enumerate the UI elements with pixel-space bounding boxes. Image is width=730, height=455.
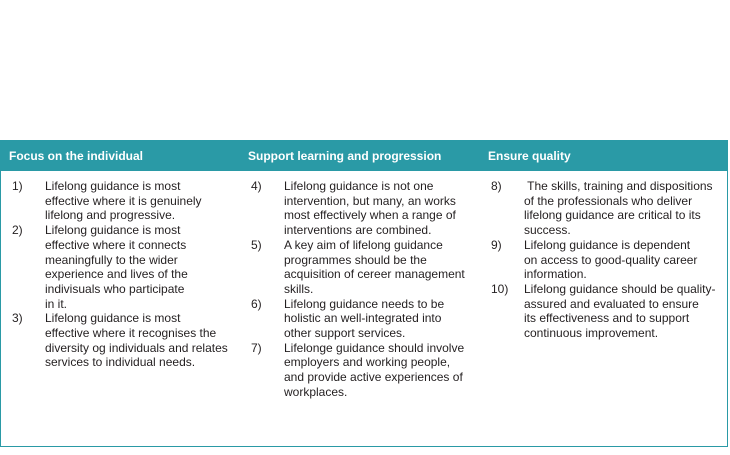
item-number: 7) xyxy=(251,340,262,355)
list-item xyxy=(491,238,715,282)
item-text-line: its effectiveness and to support xyxy=(524,311,690,326)
item-text-line: success. xyxy=(524,223,571,238)
item-text-line: Lifelonge guidance should involve xyxy=(284,340,465,355)
item-text-line: employers and working people, xyxy=(284,355,451,370)
list-item xyxy=(491,282,715,341)
item-text-line: other support services. xyxy=(284,326,406,341)
item-text-line: effective where it is genuinely xyxy=(45,193,202,208)
item-text-line: Lifelong guidance is not one xyxy=(284,179,434,193)
item-text-line: continuous improvement. xyxy=(524,326,659,341)
item-number: 10) xyxy=(491,281,509,296)
item-number: 5) xyxy=(251,237,262,252)
item-number: 1) xyxy=(12,179,23,193)
item-text-line: skills. xyxy=(284,281,314,296)
principles-table xyxy=(0,140,728,447)
item-text-line: assured and evaluated to ensure xyxy=(524,296,699,311)
column-individual xyxy=(12,179,228,370)
item-text-line: Lifelong guidance is most xyxy=(45,179,181,193)
item-text-line: most effectively when a range of xyxy=(284,208,456,223)
item-text-line: holistic an well-integrated into xyxy=(284,311,442,326)
list-item xyxy=(251,179,465,238)
column-learning xyxy=(251,179,465,400)
column-heading-quality: Ensure quality xyxy=(488,149,571,163)
item-number: 6) xyxy=(251,296,262,311)
item-text-line: Lifelong guidance needs to be xyxy=(284,296,445,311)
item-text-line: diversity og individuals and relates xyxy=(45,340,228,355)
item-text-line: Lifelong guidance is most xyxy=(45,311,181,326)
item-text-line: acquisition of cereer management xyxy=(284,267,465,282)
item-text-line: intervention, but many, an works xyxy=(284,193,456,208)
list-item xyxy=(251,341,465,400)
item-text-line: Lifelong guidance is dependent xyxy=(524,237,691,252)
item-text-line: in it. xyxy=(45,296,68,311)
column-heading-individual: Focus on the individual xyxy=(9,149,144,163)
item-number: 9) xyxy=(491,237,502,252)
item-text-line: indivisuals who participate xyxy=(45,281,185,296)
item-text-line: effective where it connects xyxy=(45,237,187,252)
item-number: 8) xyxy=(491,179,502,193)
list-item xyxy=(251,238,465,297)
item-text-line: lifelong and progressive. xyxy=(45,208,176,223)
list-item xyxy=(251,297,465,341)
item-text-line: lifelong guidance are critical to its xyxy=(524,208,701,223)
column-heading-learning: Support learning and progression xyxy=(248,149,442,163)
item-text-line: of the professionals who deliver xyxy=(524,193,693,208)
item-text-line: on access to good-quality career xyxy=(524,252,698,267)
list-item xyxy=(12,223,228,311)
list-item xyxy=(12,311,228,370)
item-text-line: Lifelong guidance should be quality- xyxy=(524,281,716,296)
item-text-line: The skills, training and dispositions xyxy=(524,179,713,193)
item-text-line: Lifelong guidance is most xyxy=(45,223,181,238)
item-number: 3) xyxy=(12,311,23,326)
item-number: 2) xyxy=(12,223,23,238)
table-header xyxy=(1,141,727,171)
item-text-line: effective where it recognises the xyxy=(45,326,217,341)
item-text-line: workplaces. xyxy=(284,384,348,399)
list-item xyxy=(12,179,228,223)
column-quality xyxy=(491,179,715,341)
item-text-line: A key aim of lifelong guidance xyxy=(284,237,443,252)
item-text-line: and provide active experiences of xyxy=(284,370,463,385)
item-text-line: programmes should be the xyxy=(284,252,427,267)
item-text-line: meaningfully to the wider xyxy=(45,252,178,267)
item-text-line: interventions are combined. xyxy=(284,223,432,238)
item-number: 4) xyxy=(251,179,262,193)
item-text-line: services to individual needs. xyxy=(45,355,196,370)
list-item xyxy=(491,179,715,238)
item-text-line: information. xyxy=(524,267,587,282)
item-text-line: experience and lives of the xyxy=(45,267,188,282)
